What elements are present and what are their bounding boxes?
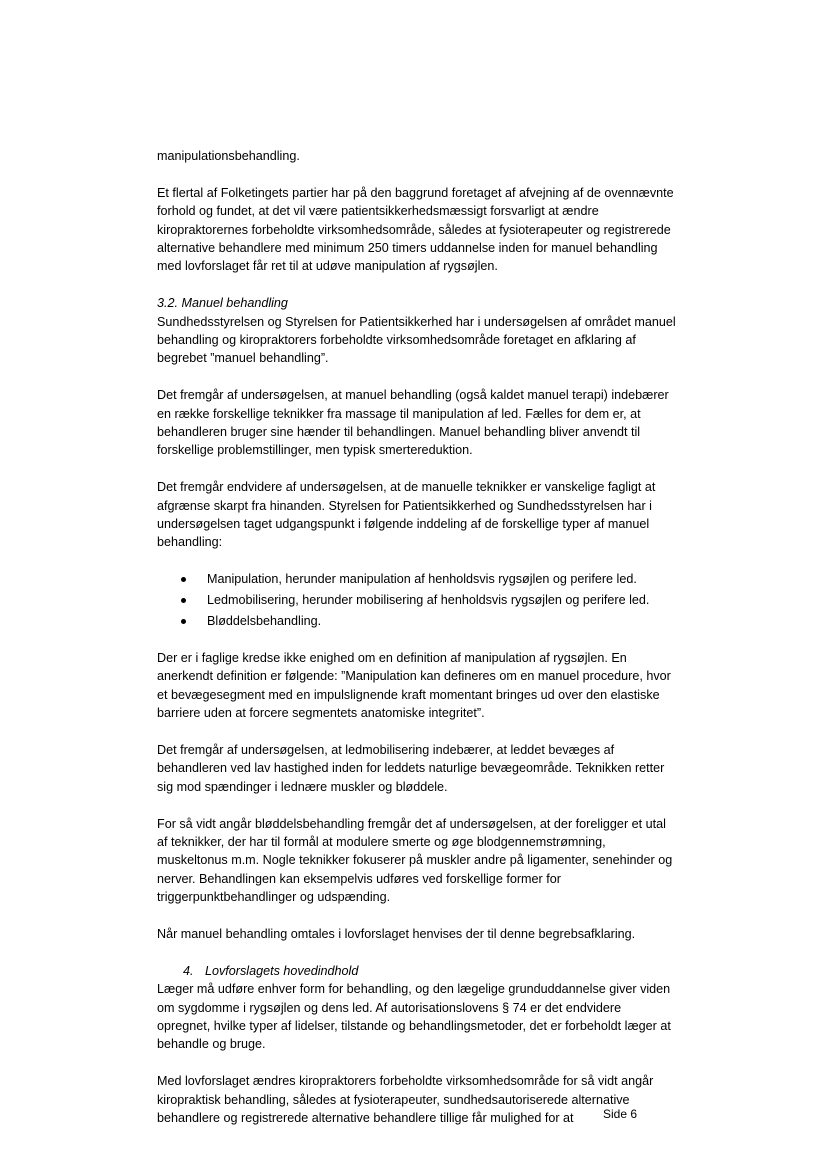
list-item-text: Manipulation, herunder manipulation af henholdsvis rygsøjlen og perifere led. [207,572,637,587]
list-item-text: Ledmobilisering, herunder mobilisering af henholdsvis rygsøjlen og perifere led. [207,593,650,608]
section-heading-4 [157,962,677,980]
list-item [157,570,677,588]
list-item [157,612,677,630]
bullet-icon [181,598,186,603]
section-title: Lovforslagets hovedindhold [205,963,359,978]
section-heading-3-2: 3.2. Manuel behandling [157,296,288,311]
bullet-icon [181,619,186,624]
paragraph: manipulationsbehandling. [157,149,300,163]
paragraph: Der er i faglige kredse ikke enighed om en definition af manipulation af rygsøjlen. En anerkendt definition er følgende: ”Manipulation kan defineres om en manuel procedure, hvor et bevægesegment med en impulslignende kraft momentant bringes ud over den elastiske barriere uden at forcere segmentets anatomiske integritet”. [157,650,671,721]
paragraph: Det fremgår af undersøgelsen, at manuel behandling (også kaldet manuel terapi) indebærer en række forskellige teknikker fra massage til manipulation af led. Fælles for dem er, at behandleren bruger sine hænder til behandlingen. Manuel behandling bliver anvendt til forskellige problemstillinger, men typisk smertereduktion. [157,388,669,458]
page-number: Side 6 [603,1107,638,1121]
bullet-list [157,570,677,630]
paragraph: Når manuel behandling omtales i lovforslaget henvises der til denne begrebsafklaring. [157,926,636,941]
paragraph: Et flertal af Folketingets partier har på den baggrund foretaget af afvejning af de ovennævnte forhold og fundet, at det vil være patientsikkerhedsmæssigt forsvarligt at ændre kiropraktorernes forbeholdte virksomhedsområde, således at fysioterapeuter og registrerede alternative behandlere med minimum 250 timers uddannelse inden for manuel behandling med lovforslaget får ret til at udøve manipulation af rygsøjlen. [157,185,674,274]
list-item [157,591,677,609]
paragraph: Med lovforslaget ændres kiropraktorers forbeholdte virksomhedsområde for så vidt angår kiropraktisk behandling, således at fysioterapeuter, sundhedsautoriserede alternative behandlere og registrerede alternative behandlere tillige får mulighed for at [157,1074,654,1125]
paragraph: Læger må udføre enhver form for behandling, og den lægelige grunduddannelse giver viden om sygdomme i rygsøjlen og dens led. Af autorisationslovens § 74 er det endvidere opregnet, hvilke typer af lidelser, tilstande og behandlingsmetoder, det er forbeholdt læger at behandle og bruge. [157,982,671,1052]
section-number: 4. [183,963,194,978]
bullet-icon [181,577,186,582]
document-body [157,147,677,1146]
paragraph: Sundhedsstyrelsen og Styrelsen for Patientsikkerhed har i undersøgelsen af området manuel behandling og kiropraktorers forbeholdte virksomhedsområde foretaget en afklaring af begrebet ”manuel behandling”. [157,314,676,366]
paragraph: Det fremgår af undersøgelsen, at ledmobilisering indebærer, at leddet bevæges af behandleren ved lav hastighed inden for leddets naturlige bevægeområde. Teknikken retter sig mod spændinger i lednære muskler og bløddele. [157,742,665,794]
paragraph: Det fremgår endvidere af undersøgelsen, at de manuelle teknikker er vanskelige fagligt at afgrænse skarpt fra hinanden. Styrelsen for Patientsikkerhed og Sundhedsstyrelsen har i undersøgelsen taget udgangspunkt i følgende inddeling af de forskellige typer af manuel behandling: [157,480,656,550]
list-item-text: Bløddelsbehandling. [207,614,322,629]
paragraph: For så vidt angår bløddelsbehandling fremgår det af undersøgelsen, at der foreligger et utal af teknikker, der har til formål at modulere smerte og øge blodgennemstrømning, muskeltonus m.m. Nogle teknikker fokuserer på muskler andre på ligamenter, senehinder og nerver. Behandlingen kan eksempelvis udføres ved forskellige former for triggerpunktbehandlinger og udspænding. [157,816,673,905]
